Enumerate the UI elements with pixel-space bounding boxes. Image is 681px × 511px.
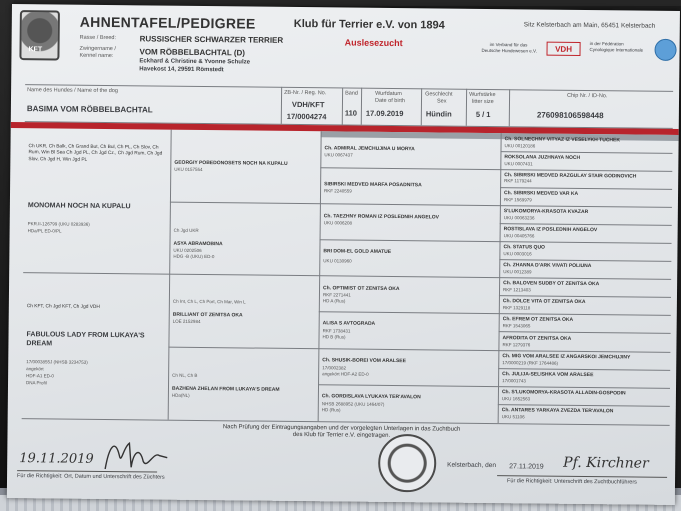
sire-titles: Ch UKR, Ch Balk, Ch Grand But, Ch Bul, Ch PL, Ch Slov, Ch Rum, Win Bl Sea Ch Jgd PL, Ch Jgd Cz., Ch Jgd Rum, Ch Jgd Slov, Ch Jgd H, Win Jgd PL	[28, 144, 163, 163]
grandparent-2-titles: Ch Jgd UKR	[173, 227, 199, 233]
ggg-10-name: Ch. DOLCE VITA OT ZENITSA OKA	[502, 298, 586, 306]
great-grandparent-8-hd: HD (Rus)	[321, 407, 341, 413]
ggg-5-reg: UKU 00063236	[503, 215, 535, 221]
dam-note-3: DNA Profil	[26, 380, 47, 386]
grandparent-3-name: BRILLIANT OT ZENITSA OKA	[172, 311, 243, 319]
pedigree-document	[7, 4, 680, 505]
fci-logo	[654, 39, 676, 61]
great-grandparent-4-reg: UKU 0130960	[323, 258, 352, 264]
birth-label-de: Wurfdatum	[375, 90, 402, 98]
ggg-15-reg: UKU 1652563	[501, 396, 531, 402]
ggg-9-reg: RKF 1213403	[503, 287, 531, 293]
great-grandparent-7-hd: angekört HDF-A2 ED-0	[322, 371, 369, 377]
ggg-1-name: Ch. SOLNECHNY VITYAZ IZ VESELYKH TUCHEK	[504, 136, 621, 144]
band-label: Band	[345, 90, 358, 97]
ggg-5-name: S'LUKOMORYA-KRASOTA KVAZAR	[503, 208, 589, 216]
chip-value: 276098106598448	[536, 110, 604, 121]
great-grandparent-8-reg: NHSB 2688952 (UKU 1464/07)	[321, 401, 385, 407]
reg-no-prefix: VDH/KFT	[291, 99, 325, 110]
great-grandparent-6-reg: RKF 1738431	[322, 328, 351, 334]
birth-date: 17.09.2019	[365, 108, 404, 119]
grandparent-4-name: BAZHENA ZHELAN FROM LUKAYA'S DREAM	[171, 385, 280, 393]
grandparent-1-reg: UKU 0157554	[174, 166, 203, 173]
great-grandparent-2-reg: RKF 2240559	[324, 188, 352, 194]
vdh-text-2: Deutsche Hundewesen e.V.	[481, 47, 537, 54]
litter-label-de: Wurfstärke	[469, 91, 496, 99]
kennel-label-de: Zwingername /	[79, 45, 116, 53]
great-grandparent-5-hd: HD A (Rus)	[322, 298, 346, 304]
dam-reg: 17/0003855J (NHSB 3234753)	[26, 359, 88, 365]
kennel-value: VOM RÖBBELBACHTAL (D)	[139, 47, 246, 58]
breeder-address: Havekost 14, 29591 Römstedt	[139, 66, 224, 74]
ggg-8-reg: UKU 0012389	[503, 269, 532, 275]
great-grandparent-5-reg: RKF 2271441	[322, 292, 351, 298]
ggg-15-name: Ch. S'LUKOMORYA-KRASOTA ALLADIN-GOSPODIN	[501, 389, 626, 397]
great-grandparent-4-name: BRI DOM-EL GOLD AMATUE	[323, 248, 392, 255]
ggg-11-name: Ch. EFREM OT ZENITSA OKA	[502, 316, 574, 323]
ggg-13-name: Ch. MIG VOM ARALSEE IZ ANGARSKOI JEMCHUJINY	[502, 353, 631, 361]
signature-date: 27.11.2019	[509, 463, 544, 471]
ggg-2-name: ROKSOLANA JUZHNAYA NOCH	[504, 154, 581, 161]
band-value: 110	[344, 108, 358, 118]
grandparent-4-hd: HDa(NL)	[171, 392, 190, 398]
sex-label-de: Geschlecht	[425, 91, 453, 98]
grandparent-2-hd: HDG -B (UKU) ED-0	[173, 253, 215, 260]
vdh-logo: VDH	[546, 42, 580, 56]
sire-hd: HDa/PL ED-0/PL	[27, 228, 62, 234]
breeder-signature	[97, 435, 177, 476]
great-grandparent-7-reg: 17/0002382	[322, 365, 347, 371]
breed-value: RUSSISCHER SCHWARZER TERRIER	[139, 34, 284, 45]
chip-label: Chip Nr. / ID-No.	[567, 92, 608, 100]
ggg-3-reg: RKF 1179244	[504, 178, 532, 184]
club-name: Klub für Terrier e.V. von 1894	[293, 17, 445, 32]
ggg-14-reg: 17/0001743	[502, 378, 526, 384]
handwritten-date: 19.11.2019	[19, 451, 94, 467]
ggg-1-reg: UKU 00120186	[504, 143, 536, 149]
ggg-12-name: AFRODITA OT ZENITSA OKA	[502, 335, 572, 342]
sex-label-en: Sex	[436, 98, 447, 105]
great-grandparent-8-name: Ch. GORDISLAVA LYUKAYA TER'AVALON	[321, 393, 421, 401]
ggg-9-name: Ch. BALOVEN SUDBY OT ZENITSA OKA	[503, 280, 600, 288]
grandparent-2-reg: UKU 0202506	[173, 247, 202, 253]
ggg-6-name: ROSTISLAVA IZ POSLEDNIH ANGELOV	[503, 226, 598, 234]
breed-label: Rasse / Breed:	[79, 34, 117, 42]
litter-value: 5 / 1	[475, 109, 491, 120]
auslese-label: Auslesezucht	[344, 37, 403, 49]
great-grandparent-6-name: ALISA S AVTOGRADA	[322, 320, 376, 327]
dam-note-1: angekört	[26, 366, 44, 372]
sire-name: MONOMAH NOCH NA KUPALU	[27, 202, 131, 211]
ggg-7-name: Ch. STATUS QUO	[503, 244, 545, 251]
great-grandparent-3-name: Ch. TAEZHNY ROMAN IZ POSLEDNIH ANGELOV	[323, 213, 440, 221]
ggg-16-name: Ch. ANTARES YARKAYA ZVEZDA TER'AVALON	[501, 407, 614, 415]
great-grandparent-5-name: Ch. OPTIMIST OT ZENITSA OKA	[323, 285, 400, 293]
reg-no-label: ZB-Nr. / Reg. No.	[284, 89, 327, 97]
club-seat: Sitz Kelsterbach am Main, 65451 Kelsterbach	[523, 21, 656, 30]
ggg-3-name: Ch. SIBIRSKI MEDVED RAZGULAY STAIR GODINOVICH	[504, 172, 637, 180]
ggg-13-reg: 17/0000219 (RKF 1764486)	[502, 360, 559, 366]
ggg-12-reg: RKF 1279376	[502, 342, 531, 348]
ggg-16-reg: UKU 51106	[501, 414, 525, 420]
certification-line-2: des Klub für Terrier e.V. eingetragen.	[292, 431, 391, 439]
registrar-signature: Pf. Kirchner	[563, 454, 649, 472]
great-grandparent-7-name: Ch. SHUSIK-BOREI VOM ARALSEE	[322, 357, 407, 365]
vdh-text-1: im Verband für das	[489, 42, 528, 48]
great-grandparent-1-name: Ch. ADMIRAL JEMCHUJINA U MORYA	[324, 145, 415, 153]
great-grandparent-2-name: SIBIRSKI MEDVED MARFA POSADNITSA	[324, 181, 422, 189]
ggg-2-reg: UKU 0007431	[504, 161, 533, 167]
dam-name: FABULOUS LADY FROM LUKAYA'S DREAM	[26, 331, 145, 348]
registrar-signature-caption: Für die Richtigkeit: Unterschrift des Zuchtbuchführers	[506, 478, 637, 486]
dog-name-label: Name des Hundes / Name of the dog	[27, 87, 118, 95]
ggg-7-reg: UKU 0003016	[503, 251, 532, 257]
ggg-11-reg: RKF 1543065	[502, 323, 531, 329]
breeder-signature-caption: Für die Richtigkeit: Ort, Datum und Unterschrift des Züchters	[17, 473, 165, 481]
document-title: AHNENTAFEL/PEDIGREE	[79, 13, 256, 32]
grandparent-3-reg: LOE 2152984	[172, 318, 201, 324]
ggg-6-reg: UKU 00405766	[503, 233, 535, 239]
certification-line-1: Nach Prüfung der Eintragungsangaben und der vorgelegten Unterlagen in das Zuchtbuch	[222, 424, 461, 433]
fci-text-2: Cynologique Internationale	[589, 47, 644, 53]
ggg-8-name: Ch. ZHANNA D'ARK VIVATI POLIUNA	[503, 262, 592, 270]
great-grandparent-3-reg: UKU 0006208	[323, 220, 353, 226]
litter-label-en: litter size	[471, 98, 494, 106]
breeder-names: Eckhard & Christine & Yvonne Schulze	[139, 58, 251, 66]
place-label: Kelsterbach, den	[447, 461, 497, 470]
birth-label-en: Date of birth	[374, 97, 406, 105]
great-grandparent-1-reg: UKU 0067437	[324, 152, 353, 158]
grandparent-4-titles: Ch NL, Ch B	[172, 372, 198, 378]
sex-value: Hündin	[425, 109, 452, 119]
ggg-4-name: Ch. SIBIRSKI MEDVED VAR KA	[504, 190, 579, 197]
ggg-14-name: Ch. JULIJA-SELISHKA VOM ARALSEE	[502, 371, 594, 379]
dam-note-2: HDF-A1 ED-0	[26, 373, 54, 379]
grandparent-3-titles: Ch Int, Ch L, Ch Port, Ch Mar, Win L	[172, 298, 246, 305]
kennel-label-en: Kennel name:	[79, 52, 114, 60]
reg-no-value: 17/0004274	[286, 111, 327, 122]
sire-reg: PKR.II-126799 (UKU 0283936)	[27, 221, 90, 227]
club-logo-text: KFT	[28, 46, 43, 54]
great-grandparent-6-hd: HD B (Rus)	[322, 334, 346, 340]
dam-titles: Ch KFT, Ch Jgd KFT, Ch Jgd VDH	[26, 304, 100, 310]
dog-name: BASIMA VOM RÖBBELBACHTAL	[26, 104, 153, 115]
fci-text-1: in der Fédération	[589, 41, 624, 47]
grandparent-2-name: ASYA ABRAMOBINA	[173, 240, 223, 248]
club-seal-stamp	[378, 434, 437, 493]
ggg-4-reg: RKF 1569979	[503, 197, 532, 203]
grandparent-1-name: GEORGIY POBEDONOSETS NOCH NA KUPALU	[174, 159, 288, 167]
ggg-10-reg: RKF 1329118	[502, 305, 531, 311]
